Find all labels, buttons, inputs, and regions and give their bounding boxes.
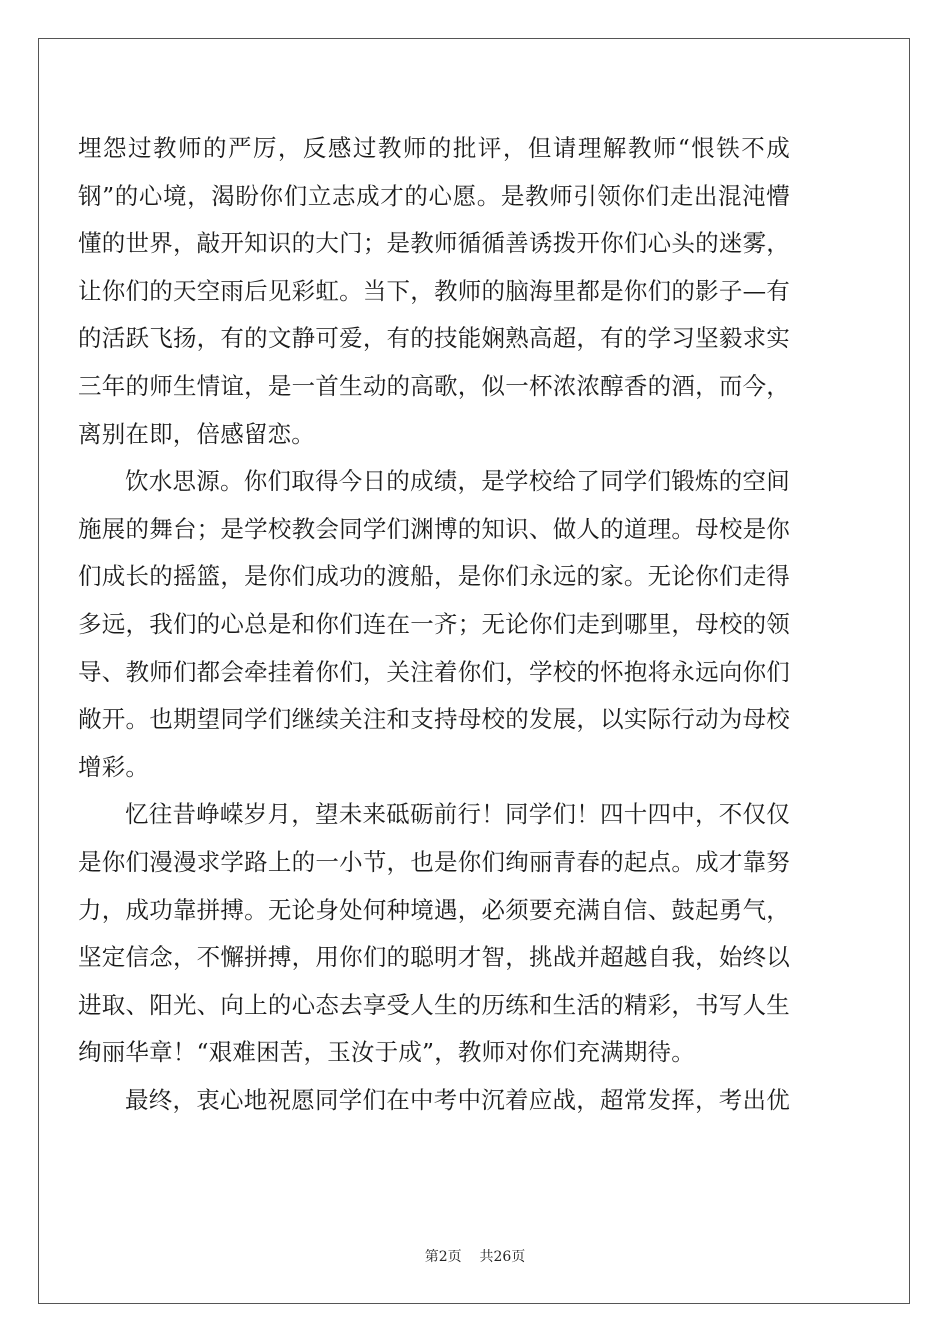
text-line: 敞开。也期望同学们继续关注和支持母校的发展，以实际行动为母校 <box>78 705 790 734</box>
text-line: 饮水思源。你们取得今日的成绩，是学校给了同学们锻炼的空间 <box>125 467 790 496</box>
text-line: 们成长的摇篮，是你们成功的渡船，是你们永远的家。无论你们走得 <box>78 562 790 591</box>
text-line: 最终，衷心地祝愿同学们在中考中沉着应战，超常发挥，考出优 <box>125 1085 790 1114</box>
text-line: 钢”的心境，渴盼你们立志成才的心愿。是教师引领你们走出混沌懵 <box>78 181 790 210</box>
text-line: 让你们的天空雨后见彩虹。当下，教师的脑海里都是你们的影子—有 <box>78 276 790 305</box>
text-line: 埋怨过教师的严厉，反感过教师的批评，但请理解教师“恨铁不成 <box>78 134 790 162</box>
text-line: 施展的舞台；是学校教会同学们渊博的知识、做人的道理。母校是你 <box>78 514 790 543</box>
text-line: 离别在即，倍感留恋。 <box>78 419 315 448</box>
text-line: 导、教师们都会牵挂着你们，关注着你们，学校的怀抱将永远向你们 <box>78 657 790 686</box>
text-line: 三年的师生情谊，是一首生动的高歌，似一杯浓浓醇香的酒，而今， <box>78 371 790 400</box>
document-body <box>78 125 790 1124</box>
text-line: 坚定信念，不懈拼搏，用你们的聪明才智，挑战并超越自我，始终以 <box>78 943 790 972</box>
text-line: 忆往昔峥嵘岁月，望未来砥砺前行！同学们！四十四中，不仅仅 <box>125 800 790 829</box>
text-line: 进取、阳光、向上的心态去享受人生的历练和生活的精彩，书写人生 <box>78 990 790 1019</box>
text-line: 力，成功靠拼搏。无论身处何种境遇，必须要充满自信、鼓起勇气， <box>78 895 790 924</box>
text-line: 多远，我们的心总是和你们连在一齐；无论你们走到哪里，母校的领 <box>78 609 790 638</box>
text-line: 懂的世界，敲开知识的大门；是教师循循善诱拨开你们心头的迷雾， <box>78 229 790 258</box>
text-line: 绚丽华章！“艰难困苦，玉汝于成”，教师对你们充满期待。 <box>78 1038 695 1067</box>
text-line: 是你们漫漫求学路上的一小节，也是你们绚丽青春的起点。成才靠努 <box>78 847 790 876</box>
text-line: 增彩。 <box>78 752 150 781</box>
page-number-label: 第2页 共26页 <box>424 1249 526 1265</box>
page-number <box>0 1246 950 1266</box>
text-line: 的活跃飞扬，有的文静可爱，有的技能娴熟高超，有的学习坚毅求实 <box>78 324 790 353</box>
